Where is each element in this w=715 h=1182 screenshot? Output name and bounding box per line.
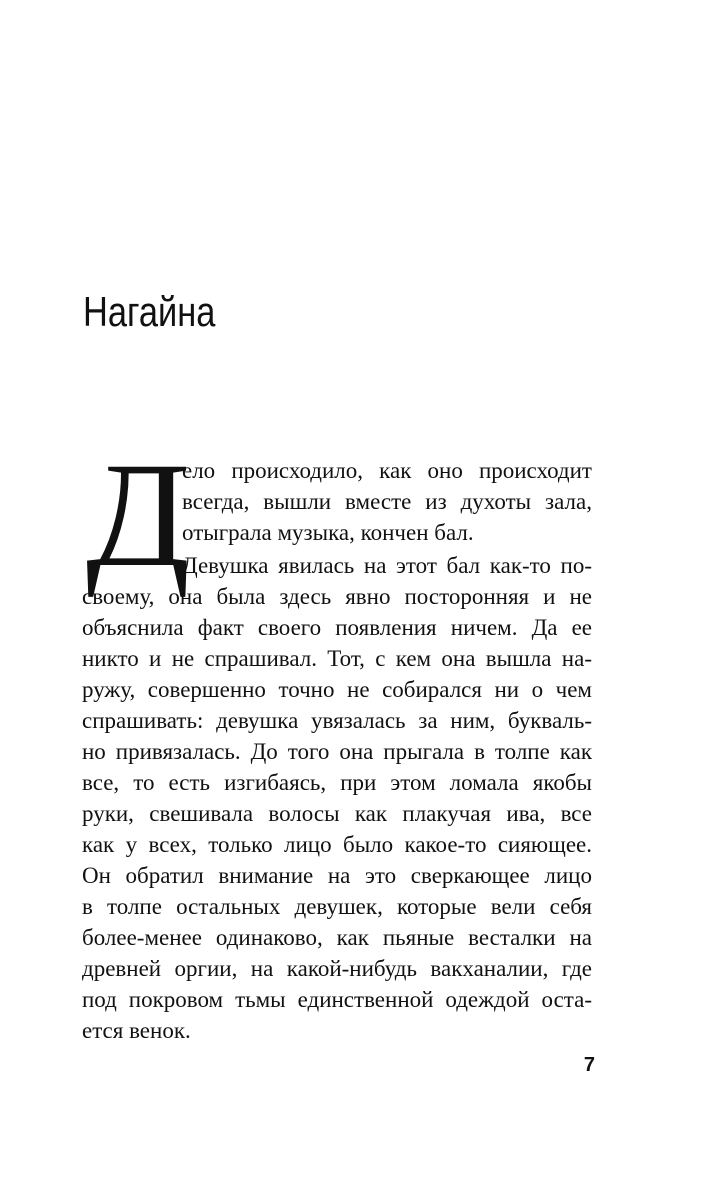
- drop-cap-letter: Д: [86, 432, 191, 598]
- text-line: ется венок.: [82, 1018, 191, 1043]
- text-line: всегда, вышли вместе из духоты зала,: [182, 489, 592, 514]
- text-line: объяснила факт своего появления ничем. Да ее: [82, 615, 592, 640]
- text-line: под покровом тьмы единственной одеждой оста-: [82, 987, 592, 1012]
- text-line: в толпе остальных девушек, которые вели себя: [82, 894, 592, 919]
- text-line: Девушка явилась на этот бал как-то по-: [182, 553, 592, 578]
- page-number: 7: [583, 1054, 595, 1076]
- text-line: древней оргии, на какой-нибудь вакханалии, где: [82, 956, 592, 981]
- text-line: все, то есть изгибаясь, при этом ломала якобы: [82, 770, 592, 795]
- text-line: отыграла музыка, кончен бал.: [182, 520, 474, 545]
- text-line: своему, она была здесь явно посторонняя и не: [82, 584, 592, 609]
- text-line: спрашивать: девушка увязалась за ним, букваль-: [82, 708, 592, 733]
- text-line: руки, свешивала волосы как плакучая ива, все: [82, 801, 592, 826]
- text-line: ружу, совершенно точно не собирался ни о чем: [82, 677, 592, 702]
- text-line: как у всех, только лицо было какое-то сияющее.: [82, 832, 592, 857]
- text-line: более-менее одинаково, как пьяные весталки на: [82, 925, 592, 950]
- text-line: ело происходило, как оно происходит: [182, 458, 592, 483]
- text-line: но привязалась. До того она прыгала в толпе как: [82, 739, 592, 764]
- chapter-title: Нагайна: [83, 288, 216, 335]
- text-line: Он обратил внимание на это сверкающее лицо: [82, 863, 592, 888]
- text-line: никто и не спрашивал. Тот, с кем она вышла на-: [82, 646, 592, 671]
